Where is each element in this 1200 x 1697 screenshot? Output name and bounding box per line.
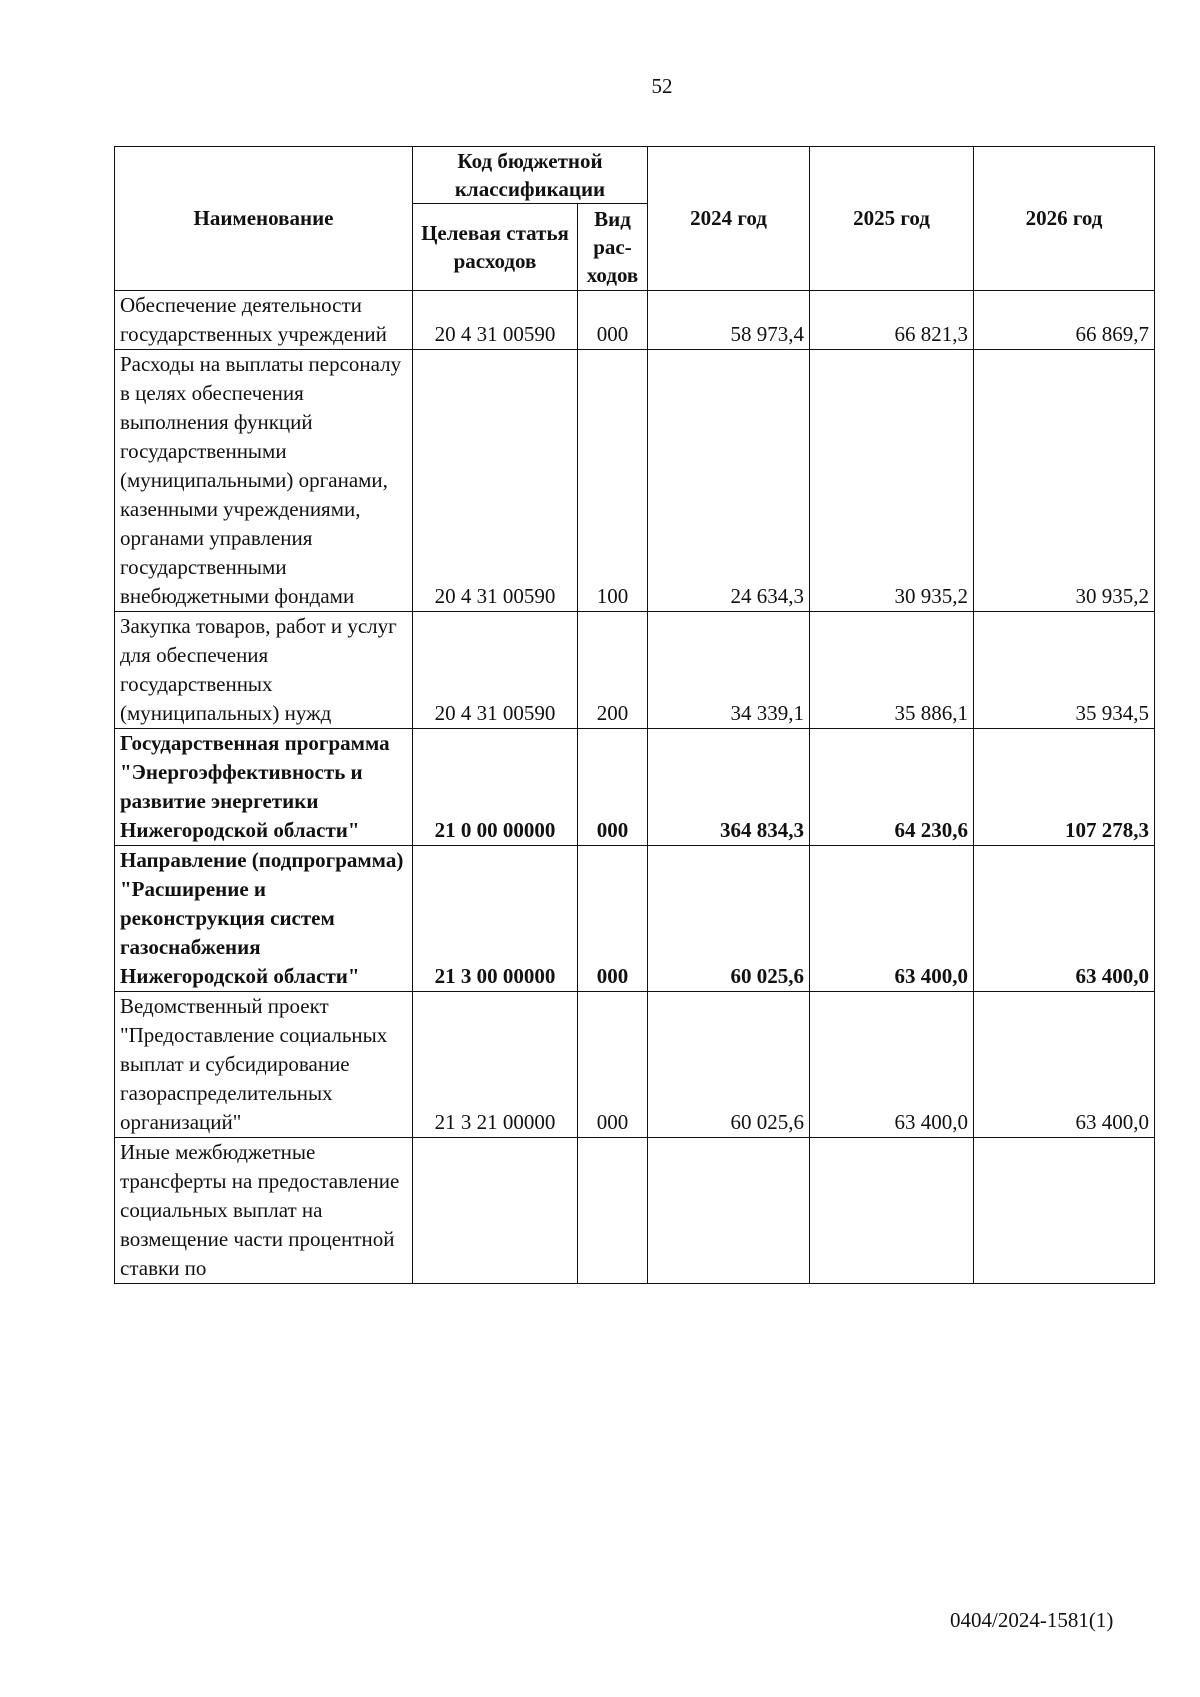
budget-table	[114, 146, 1155, 1284]
row-code: 20 4 31 00590	[413, 350, 578, 612]
header-name: Наименование	[115, 147, 413, 291]
row-kind: 000	[578, 846, 648, 992]
row-kind	[578, 1138, 648, 1284]
row-code: 20 4 31 00590	[413, 291, 578, 350]
row-code: 21 3 21 00000	[413, 992, 578, 1138]
row-2026: 63 400,0	[974, 992, 1155, 1138]
table-row	[115, 729, 1155, 846]
row-2025: 35 886,1	[810, 612, 974, 729]
row-2024: 24 634,3	[648, 350, 810, 612]
header-code-group: Код бюджетной классификации	[413, 147, 648, 204]
header-year-2026: 2026 год	[974, 147, 1155, 291]
table-row	[115, 1138, 1155, 1284]
row-2024: 34 339,1	[648, 612, 810, 729]
table-body	[115, 291, 1155, 1284]
page-number: 52	[651, 74, 673, 98]
header-target-article: Целевая статья расходов	[413, 204, 578, 291]
row-name: Направление (подпрограмма) "Расширение и реконструкция систем газоснабжения Нижегородской области"	[115, 846, 413, 992]
row-name: Обеспечение деятельности государственных учреждений	[115, 291, 413, 350]
row-code: 21 3 00 00000	[413, 846, 578, 992]
row-2026: 35 934,5	[974, 612, 1155, 729]
row-2024: 58 973,4	[648, 291, 810, 350]
row-2025: 66 821,3	[810, 291, 974, 350]
table-row	[115, 846, 1155, 992]
row-2024: 364 834,3	[648, 729, 810, 846]
row-code: 20 4 31 00590	[413, 612, 578, 729]
header-year-2025: 2025 год	[810, 147, 974, 291]
row-2026: 107 278,3	[974, 729, 1155, 846]
row-2026: 66 869,7	[974, 291, 1155, 350]
header-year-2024: 2024 год	[648, 147, 810, 291]
row-2025	[810, 1138, 974, 1284]
row-code: 21 0 00 00000	[413, 729, 578, 846]
row-code	[413, 1138, 578, 1284]
row-2025: 63 400,0	[810, 992, 974, 1138]
row-2026: 30 935,2	[974, 350, 1155, 612]
row-name: Иные межбюджетные трансферты на предоставление социальных выплат на возмещение части процентной ставки по	[115, 1138, 413, 1284]
table-row	[115, 350, 1155, 612]
row-2026	[974, 1138, 1155, 1284]
row-2026: 63 400,0	[974, 846, 1155, 992]
row-kind: 000	[578, 992, 648, 1138]
table-row	[115, 992, 1155, 1138]
row-2025: 30 935,2	[810, 350, 974, 612]
row-2024: 60 025,6	[648, 846, 810, 992]
row-name: Государственная программа "Энергоэффективность и развитие энергетики Нижегородской области"	[115, 729, 413, 846]
row-2024	[648, 1138, 810, 1284]
table-row	[115, 612, 1155, 729]
row-name: Расходы на выплаты персоналу в целях обеспечения выполнения функций государственными (муниципальными) органами, казенными учреждениями, органами управления государственными внебюджетными фондами	[115, 350, 413, 612]
row-kind: 200	[578, 612, 648, 729]
row-2024: 60 025,6	[648, 992, 810, 1138]
document-code: 0404/2024-1581(1)	[950, 1608, 1114, 1632]
header-row-1	[115, 147, 1155, 204]
row-kind: 100	[578, 350, 648, 612]
row-2025: 63 400,0	[810, 846, 974, 992]
row-2025: 64 230,6	[810, 729, 974, 846]
row-name: Ведомственный проект "Предоставление социальных выплат и субсидирование газораспределительных организаций"	[115, 992, 413, 1138]
header-expense-type: Вид рас-ходов	[578, 204, 648, 291]
table-row	[115, 291, 1155, 350]
row-kind: 000	[578, 291, 648, 350]
row-kind: 000	[578, 729, 648, 846]
row-name: Закупка товаров, работ и услуг для обеспечения государственных (муниципальных) нужд	[115, 612, 413, 729]
